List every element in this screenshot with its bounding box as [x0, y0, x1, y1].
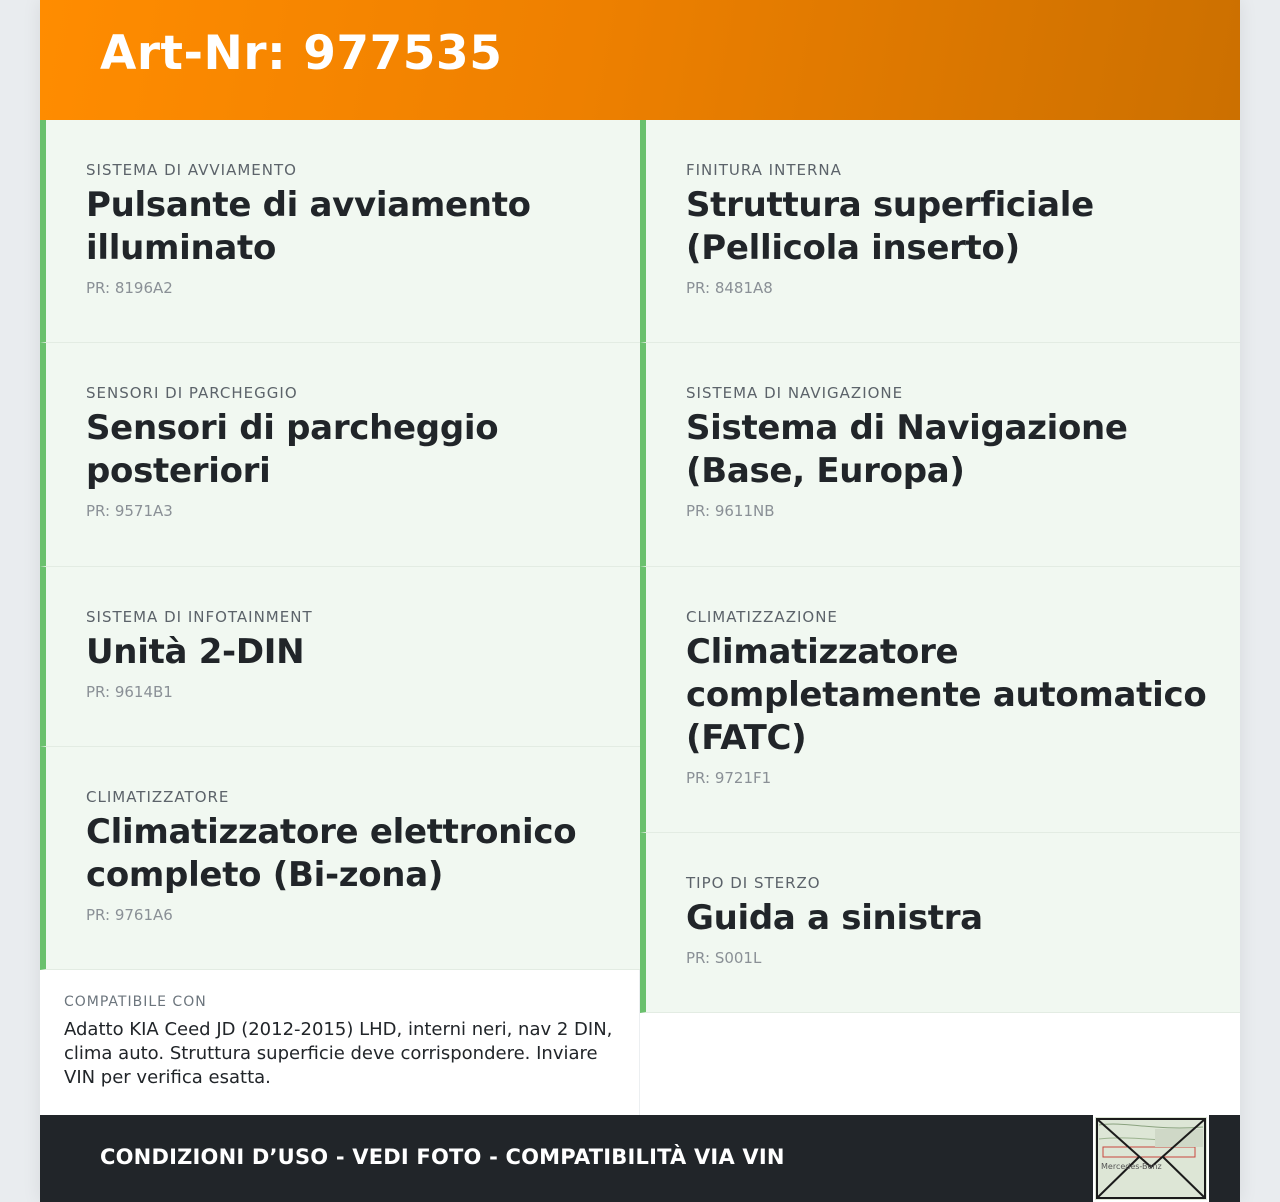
feature-pr-code: PR: 8481A8 — [686, 279, 773, 297]
feature-item — [40, 120, 640, 343]
feature-name: Pulsante di avviamento illuminato — [86, 185, 531, 268]
features-column-left — [40, 120, 640, 970]
feature-name: Sensori di parcheggio posteriori — [86, 408, 499, 491]
compatibility-section — [40, 970, 640, 1115]
envelope-icon — [1095, 1117, 1207, 1200]
feature-pr-code: PR: 9761A6 — [86, 906, 173, 924]
feature-pr-code: PR: 9721F1 — [686, 769, 772, 787]
feature-item — [40, 567, 640, 747]
feature-pr-code: PR: 9611NB — [686, 502, 775, 520]
feature-category: SISTEMA DI NAVIGAZIONE — [686, 384, 904, 402]
feature-item — [640, 343, 1240, 567]
feature-name: Sistema di Navigazione (Base, Europa) — [686, 408, 1128, 491]
feature-name: Unità 2-DIN — [86, 632, 305, 672]
feature-item — [640, 120, 1240, 343]
feature-category: SISTEMA DI AVVIAMENTO — [86, 161, 297, 179]
compatibility-text: Adatto KIA Ceed JD (2012-2015) LHD, interni neri, nav 2 DIN, clima auto. Struttura superficie deve corrispondere. Inviare VIN per verifica esatta. — [64, 1019, 613, 1088]
stamp-text: Mercedes-Benz — [1101, 1162, 1162, 1171]
product-card — [40, 0, 1240, 1202]
feature-name: Climatizzatore elettronico completo (Bi-zona) — [86, 812, 577, 895]
feature-item — [40, 343, 640, 567]
features-column-right — [640, 120, 1240, 1013]
footer-bar — [40, 1115, 1240, 1202]
feature-name: Guida a sinistra — [686, 898, 983, 938]
feature-item — [640, 567, 1240, 833]
feature-pr-code: PR: 9614B1 — [86, 683, 173, 701]
article-number-title: Art-Nr: 977535 — [100, 26, 503, 81]
feature-category: TIPO DI STERZO — [686, 874, 821, 892]
feature-pr-code: PR: 9571A3 — [86, 502, 173, 520]
feature-pr-code: PR: 8196A2 — [86, 279, 173, 297]
stamp-thumbnail-image — [1093, 1115, 1209, 1202]
header-banner — [40, 0, 1240, 120]
feature-item — [640, 833, 1240, 1013]
feature-category: CLIMATIZZAZIONE — [686, 608, 838, 626]
feature-name: Struttura superficiale (Pellicola inserto) — [686, 185, 1094, 268]
feature-pr-code: PR: S001L — [686, 949, 762, 967]
footer-terms-text: CONDIZIONI D’USO - VEDI FOTO - COMPATIBILITÀ VIA VIN — [100, 1145, 785, 1169]
compatibility-label: COMPATIBILE CON — [64, 994, 207, 1010]
feature-item — [40, 747, 640, 970]
feature-category: FINITURA INTERNA — [686, 161, 842, 179]
feature-name: Climatizzatore completamente automatico (FATC) — [686, 632, 1207, 758]
feature-category: CLIMATIZZATORE — [86, 788, 230, 806]
feature-category: SENSORI DI PARCHEGGIO — [86, 384, 298, 402]
feature-category: SISTEMA DI INFOTAINMENT — [86, 608, 313, 626]
